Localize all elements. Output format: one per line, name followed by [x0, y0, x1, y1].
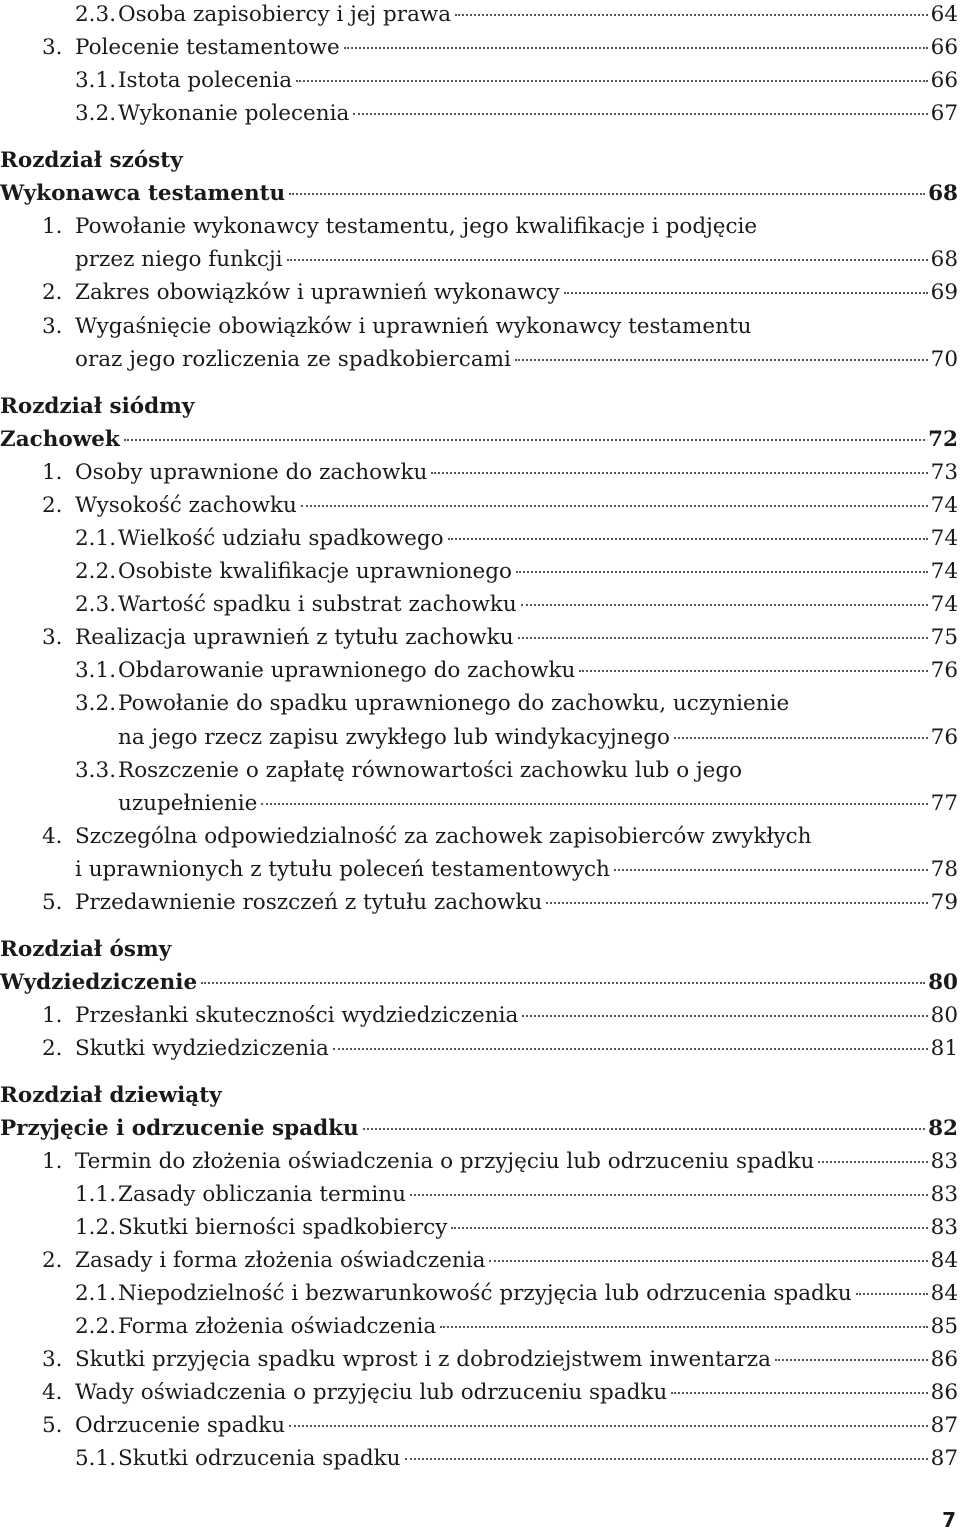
entry-title: Wysokość zachowku	[75, 493, 297, 518]
entry-title: Wartość spadku i substrat zachowku	[118, 592, 517, 617]
toc-entry	[118, 789, 958, 819]
entry-page-number: 75	[930, 625, 958, 650]
entry-title: Rozdział szósty	[0, 148, 183, 173]
entry-page-number: 77	[930, 791, 958, 816]
dot-leader	[451, 1227, 927, 1229]
page-number: 7	[942, 1508, 956, 1532]
toc-entry	[42, 33, 958, 63]
entry-number: 4.	[42, 824, 63, 849]
toc-entry	[75, 1312, 958, 1342]
entry-number: 5.	[42, 1413, 63, 1438]
dot-leader	[440, 1326, 927, 1328]
entry-page-number: 83	[930, 1215, 958, 1240]
entry-number: 3.	[42, 1347, 63, 1372]
entry-page-number: 87	[930, 1413, 958, 1438]
chapter-label	[0, 392, 194, 422]
entry-title: Zasady obliczania terminu	[118, 1182, 406, 1207]
entry-title: Termin do złożenia oświadczenia o przyjęciu lub odrzuceniu spadku	[75, 1149, 815, 1174]
entry-page-number: 87	[930, 1446, 958, 1471]
dot-leader	[775, 1359, 928, 1361]
entry-number: 2.1.	[75, 526, 117, 551]
entry-title: Roszczenie o zapłatę równowartości zachowku lub o jego	[118, 758, 743, 783]
toc-entry	[75, 99, 958, 129]
toc-entry	[42, 1411, 958, 1441]
toc-entry	[75, 557, 958, 587]
chapter-title	[0, 179, 958, 209]
dot-leader	[518, 637, 928, 639]
entry-page-number: 67	[930, 101, 958, 126]
entry-number: 2.	[42, 1036, 63, 1061]
dot-leader	[296, 80, 928, 82]
entry-title: Powołanie wykonawcy testamentu, jego kwalifikacje i podjęcie	[75, 214, 758, 239]
dot-leader	[344, 47, 928, 49]
dot-leader	[261, 803, 927, 805]
toc-entry	[118, 723, 958, 753]
entry-number: 1.2.	[75, 1215, 117, 1240]
entry-number: 3.2.	[75, 101, 117, 126]
entry-number: 2.2.	[75, 1314, 117, 1339]
toc-entry	[75, 855, 958, 885]
entry-page-number: 66	[930, 35, 958, 60]
dot-leader	[363, 1128, 925, 1130]
entry-number: 5.	[42, 890, 63, 915]
entry-page-number: 85	[930, 1314, 958, 1339]
entry-title: Osoba zapisobiercy i jej prawa	[118, 2, 452, 27]
entry-page-number: 80	[928, 970, 958, 995]
entry-title: Powołanie do spadku uprawnionego do zachowku, uczynienie	[118, 691, 790, 716]
entry-number: 2.2.	[75, 559, 117, 584]
entry-page-number: 66	[930, 68, 958, 93]
entry-number: 2.3.	[75, 2, 117, 27]
entry-title: Obdarowanie uprawnionego do zachowku	[118, 658, 576, 683]
toc-entry	[42, 1034, 958, 1064]
dot-leader	[521, 604, 928, 606]
toc-entry	[42, 822, 812, 852]
toc-entry	[42, 1246, 958, 1276]
entry-number: 3.1.	[75, 658, 117, 683]
entry-page-number: 70	[930, 347, 958, 372]
entry-number: 3.	[42, 625, 63, 650]
entry-title: Istota polecenia	[118, 68, 293, 93]
dot-leader	[287, 259, 928, 261]
entry-title: Rozdział siódmy	[0, 394, 195, 419]
toc-entry	[75, 590, 958, 620]
entry-title: Szczególna odpowiedzialność za zachowek zapisobierców zwykłych	[75, 824, 812, 849]
chapter-title	[0, 1114, 958, 1144]
entry-number: 2.	[42, 1248, 63, 1273]
entry-number: 3.	[42, 35, 63, 60]
entry-title: Niepodzielność i bezwarunkowość przyjęcia lub odrzucenia spadku	[118, 1281, 852, 1306]
entry-title: uzupełnienie	[118, 791, 258, 816]
toc-entry	[75, 245, 958, 275]
entry-title: Wygaśnięcie obowiązków i uprawnień wykonawcy testamentu	[75, 314, 752, 339]
chapter-label	[0, 146, 183, 176]
toc-entry	[75, 345, 958, 375]
entry-number: 1.	[42, 1149, 63, 1174]
entry-title: Skutki wydziedziczenia	[75, 1036, 329, 1061]
entry-number: 4.	[42, 1380, 63, 1405]
entry-page-number: 72	[928, 427, 958, 452]
entry-page-number: 68	[928, 181, 958, 206]
entry-title: Zasady i forma złożenia oświadczenia	[75, 1248, 486, 1273]
dot-leader	[301, 505, 928, 507]
dot-leader	[515, 359, 928, 361]
dot-leader	[431, 472, 927, 474]
entry-page-number: 74	[930, 526, 958, 551]
entry-title: Osoby uprawnione do zachowku	[75, 460, 428, 485]
entry-number: 3.2.	[75, 691, 117, 716]
dot-leader	[614, 869, 928, 871]
chapter-title	[0, 968, 958, 998]
dot-leader	[671, 1392, 927, 1394]
dot-leader	[522, 1015, 927, 1017]
entry-page-number: 76	[930, 725, 958, 750]
entry-number: 3.3.	[75, 758, 117, 783]
entry-number: 1.	[42, 460, 63, 485]
toc-entry	[42, 212, 757, 242]
entry-title: Realizacja uprawnień z tytułu zachowku	[75, 625, 514, 650]
entry-title: Rozdział dziewiąty	[0, 1083, 222, 1108]
toc-entry	[75, 1279, 958, 1309]
toc-entry	[75, 1180, 958, 1210]
entry-number: 3.1.	[75, 68, 117, 93]
entry-title: Rozdział ósmy	[0, 937, 172, 962]
dot-leader	[410, 1194, 928, 1196]
entry-title: Skutki odrzucenia spadku	[118, 1446, 401, 1471]
chapter-label	[0, 1081, 222, 1111]
entry-title: Wydziedziczenie	[0, 970, 198, 995]
entry-page-number: 86	[930, 1380, 958, 1405]
dot-leader	[516, 571, 928, 573]
entry-number: 1.	[42, 1003, 63, 1028]
dot-leader	[856, 1293, 928, 1295]
dot-leader	[546, 902, 927, 904]
dot-leader	[333, 1048, 928, 1050]
entry-page-number: 86	[930, 1347, 958, 1372]
entry-number: 1.	[42, 214, 63, 239]
dot-leader	[405, 1458, 928, 1460]
entry-page-number: 80	[930, 1003, 958, 1028]
toc-entry	[42, 312, 751, 342]
entry-page-number: 68	[930, 247, 958, 272]
toc-entry	[42, 491, 958, 521]
chapter-label	[0, 935, 171, 965]
entry-title: Odrzucenie spadku	[75, 1413, 286, 1438]
entry-title: na jego rzecz zapisu zwykłego lub windykacyjnego	[118, 725, 670, 750]
entry-page-number: 64	[930, 2, 958, 27]
entry-title: Polecenie testamentowe	[75, 35, 340, 60]
dot-leader	[289, 1425, 928, 1427]
dot-leader	[489, 1260, 927, 1262]
toc-entry	[42, 623, 958, 653]
dot-leader	[455, 14, 928, 16]
dot-leader	[579, 670, 927, 672]
toc-entry	[42, 278, 958, 308]
toc-entry	[75, 524, 958, 554]
entry-page-number: 69	[930, 280, 958, 305]
toc-entry	[75, 656, 958, 686]
dot-leader	[564, 292, 928, 294]
chapter-title	[0, 425, 958, 455]
dot-leader	[201, 982, 925, 984]
entry-number: 2.	[42, 280, 63, 305]
entry-page-number: 84	[930, 1248, 958, 1273]
dot-leader	[818, 1161, 927, 1163]
entry-number: 2.3.	[75, 592, 117, 617]
entry-page-number: 79	[930, 890, 958, 915]
entry-title: przez niego funkcji	[75, 247, 283, 272]
entry-page-number: 78	[930, 857, 958, 882]
toc-entry	[42, 1378, 958, 1408]
entry-page-number: 74	[930, 592, 958, 617]
entry-title: Przesłanki skuteczności wydziedziczenia	[75, 1003, 519, 1028]
dot-leader	[289, 193, 925, 195]
entry-page-number: 83	[930, 1149, 958, 1174]
entry-page-number: 76	[930, 658, 958, 683]
entry-title: Skutki przyjęcia spadku wprost i z dobrodziejstwem inwentarza	[75, 1347, 771, 1372]
dot-leader	[353, 113, 927, 115]
entry-number: 5.1.	[75, 1446, 117, 1471]
entry-page-number: 84	[930, 1281, 958, 1306]
dot-leader	[674, 737, 928, 739]
dot-leader	[124, 439, 925, 441]
entry-title: Osobiste kwalifikacje uprawnionego	[118, 559, 512, 584]
toc-entry	[75, 66, 958, 96]
entry-title: Wykonawca testamentu	[0, 181, 286, 206]
toc-entry	[75, 0, 958, 30]
entry-title: Przedawnienie roszczeń z tytułu zachowku	[75, 890, 543, 915]
toc-entry	[75, 1213, 958, 1243]
entry-title: Wykonanie polecenia	[118, 101, 350, 126]
entry-title: i uprawnionych z tytułu poleceń testamentowych	[75, 857, 610, 882]
entry-page-number: 74	[930, 559, 958, 584]
entry-title: Wielkość udziału spadkowego	[118, 526, 444, 551]
entry-page-number: 73	[930, 460, 958, 485]
entry-title: Przyjęcie i odrzucenie spadku	[0, 1116, 359, 1141]
entry-title: Wady oświadczenia o przyjęciu lub odrzuceniu spadku	[75, 1380, 668, 1405]
toc-entry	[42, 1345, 958, 1375]
toc-entry	[75, 1444, 958, 1474]
dot-leader	[448, 538, 928, 540]
entry-number: 3.	[42, 314, 63, 339]
entry-page-number: 82	[928, 1116, 958, 1141]
entry-title: Zakres obowiązków i uprawnień wykonawcy	[75, 280, 560, 305]
entry-number: 1.1.	[75, 1182, 117, 1207]
entry-title: Skutki bierności spadkobiercy	[118, 1215, 448, 1240]
toc-entry	[75, 689, 789, 719]
toc-entry	[42, 1147, 958, 1177]
entry-page-number: 81	[930, 1036, 958, 1061]
toc-entry	[75, 756, 742, 786]
entry-number: 2.1.	[75, 1281, 117, 1306]
entry-page-number: 74	[930, 493, 958, 518]
entry-number: 2.	[42, 493, 63, 518]
entry-title: Zachowek	[0, 427, 120, 452]
entry-title: Forma złożenia oświadczenia	[118, 1314, 437, 1339]
toc-entry	[42, 1001, 958, 1031]
toc-entry	[42, 458, 958, 488]
toc-entry	[42, 888, 958, 918]
entry-page-number: 83	[930, 1182, 958, 1207]
entry-title: oraz jego rozliczenia ze spadkobiercami	[75, 347, 511, 372]
